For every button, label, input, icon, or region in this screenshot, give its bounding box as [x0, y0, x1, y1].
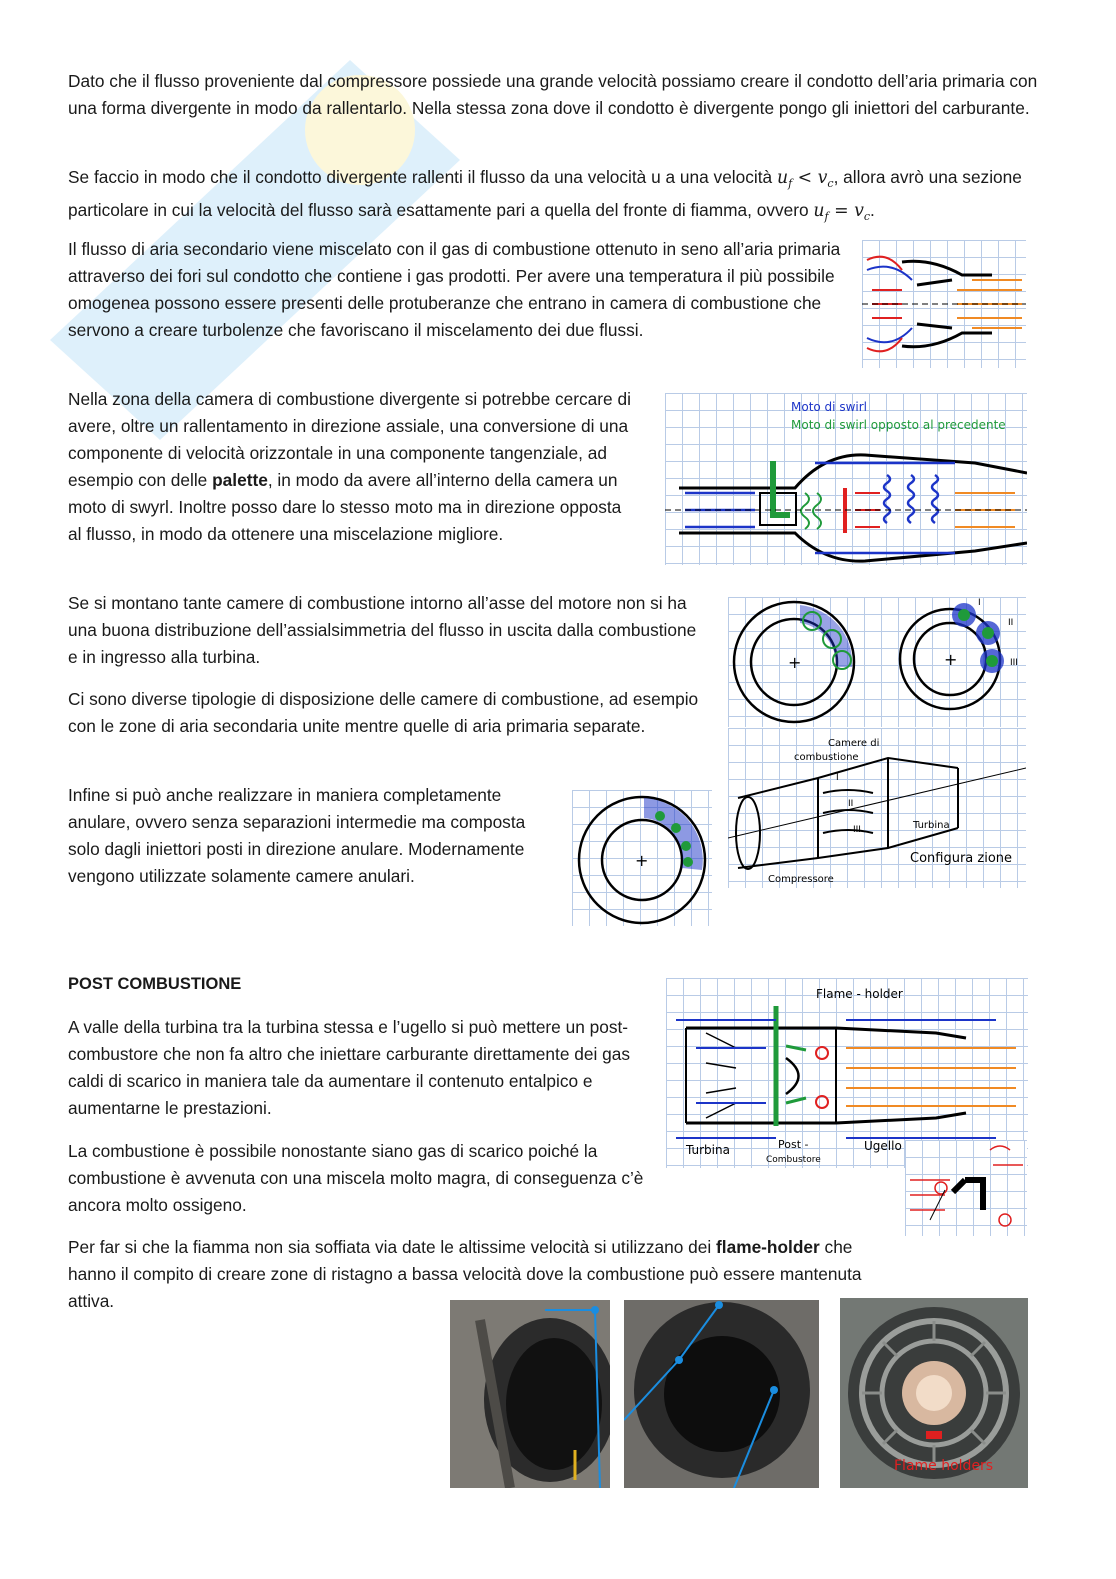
- ugello-label: Ugello: [864, 1139, 902, 1153]
- post-label-2: Combustore: [766, 1155, 821, 1165]
- configura-zione-label: Configura zione: [910, 851, 1013, 866]
- svg-text:+: +: [788, 653, 802, 672]
- paragraph-text: Dato che il flusso proveniente dal compressore possiede una grande velocità possiamo creare il condotto dell’aria primaria con una forma divergente in modo da rallentarlo. Nella stessa zona dove il condotto è divergente pongo gli iniettori del carburante.: [68, 71, 1038, 118]
- secondary-air-mixing-figure: [862, 240, 1026, 368]
- paragraph-6: [68, 686, 708, 740]
- swirl-label-2: Moto di swirl opposto al precedente: [791, 418, 1006, 432]
- post-label-1: Post -: [778, 1138, 809, 1151]
- camere-label-1: Camere di: [828, 738, 880, 749]
- paragraph-5: [68, 590, 703, 671]
- paragraph-text: Nella zona della camera di combustione divergente si potrebbe cercare di avere, oltre un rallentamento in direzione assiale, una conversione di una componente di velocità orizzontale in una componente tangenziale, ad esempio con delle palette, in modo da avere all’interno della camera un moto di swyrl. Inoltre posso dare lo stesso moto ma in direzione opposta al flusso, in modo da ottenere una miscelazione migliore.: [68, 389, 631, 544]
- annular-chamber-figure: [572, 790, 712, 926]
- compressore-label: Compressore: [768, 874, 834, 885]
- roman-label-1b: I: [836, 773, 839, 783]
- flame-holder-sketch: [905, 1140, 1027, 1236]
- afterburner-photo-1: [450, 1300, 610, 1488]
- camere-label-2: combustione: [794, 752, 859, 763]
- paragraph-9: [68, 1138, 648, 1219]
- paragraph-text: La combustione è possibile nonostante siano gas di scarico poiché la combustione è avvenuta con una miscela molto magra, di conseguenza c’è ancora molto ossigeno.: [68, 1141, 644, 1215]
- flame-holder-label: Flame - holder: [816, 987, 903, 1001]
- chamber-cross-sections-figure: [728, 597, 1026, 727]
- svg-text:+: +: [944, 650, 958, 669]
- paragraph-text: Se si montano tante camere di combustione intorno all’asse del motore non si ha una buona distribuzione dell’assialsimmetria del flusso in uscita dalla combustione e in ingresso alla turbina.: [68, 593, 697, 667]
- paragraph-text: Il flusso di aria secondario viene miscelato con il gas di combustione ottenuto in seno all’aria primaria attraverso dei fori sul condotto che contiene i gas prodotti. Per avere una temperatura il più possibile omogenea possono essere presenti delle protuberanze che entrano in camera di combustione che servono a creare turbolenze che favoriscano il miscelamento dei due flussi.: [68, 239, 841, 340]
- paragraph-3: [68, 236, 848, 344]
- paragraph-text: Se faccio in modo che il condotto divergente rallenti il flusso da una velocità u a una velocità $u_f < v_c$, allora avrò una sezione particolare in cui la velocità del flusso sarà esattamente pari a quella del fronte di fiamma, ovvero $u_f = v_c$.: [68, 167, 1022, 223]
- svg-text:+: +: [635, 851, 649, 870]
- roman-label-3: III: [1010, 658, 1018, 668]
- paragraph-7: [68, 782, 548, 890]
- swirl-label-1: Moto di swirl: [791, 400, 867, 414]
- turbina-label: Turbina: [913, 820, 950, 831]
- paragraph-text: Per far si che la fiamma non sia soffiata via date le altissime velocità si utilizzano dei flame-holder che hanno il compito di creare zone di ristagno a bassa velocità dove la combustione può essere mantenuta attiva.: [68, 1237, 862, 1311]
- paragraph-1: [68, 68, 1048, 122]
- swirl-chamber-figure: [665, 393, 1027, 565]
- paragraph-4: [68, 386, 638, 548]
- roman-label-2: II: [1008, 618, 1014, 628]
- configuration-sketch-figure: [728, 728, 1026, 888]
- afterburner-photo-3: [840, 1298, 1028, 1488]
- paragraph-2: [68, 164, 1053, 230]
- afterburner-photo-2: [624, 1300, 819, 1488]
- roman-label-1: I: [978, 598, 981, 608]
- roman-label-2b: II: [848, 799, 854, 809]
- section-heading: POST COMBUSTIONE: [68, 975, 242, 993]
- paragraph-8: [68, 1014, 648, 1122]
- paragraph-text: A valle della turbina tra la turbina stessa e l’ugello si può mettere un post-combustore che non fa altro che iniettare carburante direttamente dei gas caldi di scarico in maniera tale da aumentare il contenuto entalpico e aumentarne le prestazioni.: [68, 1017, 630, 1118]
- paragraph-text: Ci sono diverse tipologie di disposizione delle camere di combustione, ad esempio con le zone di aria secondaria unite mentre quelle di aria primaria separate.: [68, 689, 699, 736]
- turbina-label-2: Turbina: [686, 1143, 730, 1157]
- flame-holders-photo-label: Flame holders: [894, 1458, 994, 1474]
- paragraph-text: Infine si può anche realizzare in maniera completamente anulare, ovvero senza separazioni intermedie ma composta solo dagli iniettori posti in direzione anulare. Modernamente vengono utilizzate solamente camere anulari.: [68, 785, 526, 886]
- roman-label-3b: III: [853, 825, 861, 835]
